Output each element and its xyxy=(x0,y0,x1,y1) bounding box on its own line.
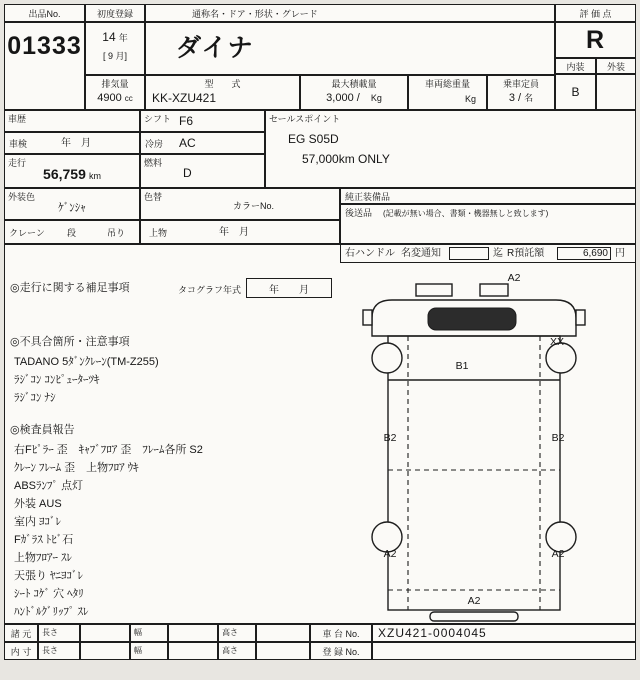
ac-cell xyxy=(140,132,265,154)
ac-label: 冷房 xyxy=(145,139,164,149)
inspection-value: 年 月 xyxy=(61,138,91,149)
specs-length-label-cell xyxy=(38,624,80,642)
exterior-color-cell xyxy=(4,188,140,220)
inner-height-label: 高さ xyxy=(222,646,238,655)
fuel-value: D xyxy=(183,166,192,180)
label-b1: B1 xyxy=(455,360,469,372)
label-a2-left: A2 xyxy=(383,548,397,560)
truck-bed xyxy=(388,336,560,610)
color-change-cell xyxy=(140,188,340,220)
ac-value: AC xyxy=(179,136,196,150)
gvw-cell xyxy=(408,75,487,110)
first-registration-cell xyxy=(85,22,145,75)
exterior-color-value: ｹﾞﾝｼｬ xyxy=(58,202,86,214)
vehicle-name-label: 通称名・ドア・形状・グレード xyxy=(192,9,318,19)
specs-height-label-cell xyxy=(218,624,256,642)
exhibit-no-label: 出品No. xyxy=(4,4,85,22)
max-load-value xyxy=(301,92,407,105)
tachograph-box: 年 月 xyxy=(246,278,332,298)
inspector-line: Fｶﾞﾗｽ ﾄﾋﾞ石 xyxy=(14,534,74,546)
inspector-line: ｸﾚｰﾝ ﾌﾚｰﾑ 歪 上物ﾌﾛｱ ｳｷ xyxy=(14,462,139,474)
mileage-label: 走行 xyxy=(8,158,27,168)
uwamono-cell xyxy=(140,220,340,244)
max-load-number: 3,000 / xyxy=(326,92,360,104)
inspector-line: 天張り ﾔﾆﾖｺﾞﾚ xyxy=(14,570,84,582)
inspector-line: ｼｰﾄ ｺｹﾞ 穴 ﾍﾀﾘ xyxy=(14,588,84,600)
front-left-wheel xyxy=(372,343,402,373)
defect-line: TADANO 5ﾀﾞﾝｸﾚｰﾝ(TM-Z255) xyxy=(14,356,159,368)
shift-cell xyxy=(140,110,265,132)
first-registration-label: 初度登録 xyxy=(85,4,145,22)
vehicle-name-value: ダイナ xyxy=(145,22,555,75)
crane-cell xyxy=(4,220,140,244)
color-change-label: 色替 xyxy=(144,192,163,202)
uwamono-label: 上物 xyxy=(149,228,168,238)
deposit-row xyxy=(340,244,636,263)
registration-no-cell xyxy=(372,642,636,660)
inspection-label: 車検 xyxy=(9,139,28,149)
label-a2-right: A2 xyxy=(551,548,565,560)
deposit-amount-box: 6,690 xyxy=(557,247,611,260)
inner-width-value xyxy=(168,642,218,660)
deposit-label: R預託額 xyxy=(507,248,545,259)
exterior-grade-value xyxy=(596,74,636,110)
inspector-line: ABSﾗﾝﾌﾟ 点灯 xyxy=(14,480,84,492)
inner-length-value xyxy=(80,642,130,660)
mileage-unit: km xyxy=(88,171,101,181)
displacement-unit: cc xyxy=(124,94,133,103)
interior-label: 内装 xyxy=(555,58,596,74)
left-mirror xyxy=(363,310,372,325)
history-label: 車歴 xyxy=(8,114,27,124)
chassis-no-cell xyxy=(372,624,636,642)
inspector-title: ◎検査員報告 xyxy=(10,424,75,436)
capacity-value xyxy=(488,92,554,105)
history-cell xyxy=(4,110,140,132)
registration-no-label: 登 録 No. xyxy=(310,642,372,660)
name-change-label: 名変通知 xyxy=(401,248,441,259)
grade-value: R xyxy=(555,22,636,58)
model-value: KK-XZU421 xyxy=(152,91,217,105)
length-label: 長さ xyxy=(42,628,58,637)
gvw-label: 車両総重量 xyxy=(424,79,470,89)
inner-width-label-cell xyxy=(130,642,168,660)
displacement-value xyxy=(86,92,144,105)
exhibit-no-value: 01333 xyxy=(4,22,85,110)
sales-point-line1: EG S05D xyxy=(288,132,339,146)
right-mirror xyxy=(576,310,585,325)
tachograph-label: タコグラフ年式 xyxy=(178,285,242,295)
inspector-line: 上物ﾌﾛｱｰ ｽﾚ xyxy=(14,552,73,564)
specs-length-value xyxy=(80,624,130,642)
capacity-cell xyxy=(487,75,555,110)
grade-label: 評 価 点 xyxy=(555,4,636,22)
vehicle-name-label-cell xyxy=(145,4,555,22)
color-change-value: カラーNo. xyxy=(233,201,275,211)
uwamono-value: 年 月 xyxy=(219,227,249,238)
specs-height-value xyxy=(256,624,310,642)
sales-point-label: セールスポイント xyxy=(269,114,341,124)
sales-point-cell xyxy=(265,110,636,188)
exterior-label: 外装 xyxy=(596,58,636,74)
first-reg-year-unit: 年 xyxy=(118,33,128,43)
truck-diagram xyxy=(352,266,596,622)
inner-dims-row-label: 内 寸 xyxy=(4,642,38,660)
model-label: 型 式 xyxy=(204,79,241,89)
exterior-color-label: 外装色 xyxy=(8,192,36,202)
inspector-line: 右Fﾋﾟﾗｰ 歪 ｷｬﾌﾞﾌﾛｱ 歪 ﾌﾚｰﾑ各所 S2 xyxy=(14,444,203,456)
made-label: 迄 xyxy=(493,248,503,259)
inspector-line: 室内 ﾖｺﾞﾚ xyxy=(14,516,62,528)
defect-line: ﾗｼﾞｺﾝ ﾅｼ xyxy=(14,392,56,404)
inner-height-label-cell xyxy=(218,642,256,660)
displacement-label: 排気量 xyxy=(101,79,129,89)
label-a2-bottom: A2 xyxy=(467,595,481,607)
specs-width-value xyxy=(168,624,218,642)
max-load-label: 最大積載量 xyxy=(331,79,377,89)
label-b2-left: B2 xyxy=(383,432,397,444)
crane-stage-label: 段 xyxy=(67,228,77,238)
later-shipment-label: 後送品 xyxy=(345,208,373,218)
specs-width-label-cell xyxy=(130,624,168,642)
right-handle-label: 右ハンドル xyxy=(345,248,395,259)
inner-width-label: 幅 xyxy=(134,646,142,655)
windshield xyxy=(428,308,516,330)
defects-title: ◎不具合箇所・注意事項 xyxy=(10,336,130,348)
later-shipment-cell xyxy=(340,204,636,244)
shift-label: シフト xyxy=(144,114,172,124)
cab-roof-box-left xyxy=(416,284,452,296)
max-load-unit: Kg xyxy=(370,93,382,103)
fuel-cell xyxy=(140,154,265,188)
gvw-unit: Kg xyxy=(464,94,476,104)
capacity-label: 乗車定員 xyxy=(502,79,539,89)
genuine-equipment-cell xyxy=(340,188,636,204)
cab-roof-box-right xyxy=(480,284,508,296)
mileage-cell xyxy=(4,154,140,188)
genuine-equipment-label: 純正装備品 xyxy=(345,192,391,202)
height-label: 高さ xyxy=(222,628,238,637)
label-xx: XX xyxy=(549,336,565,348)
inner-length-label-cell xyxy=(38,642,80,660)
specs-row-label: 諸 元 xyxy=(4,624,38,642)
displacement-number: 4900 xyxy=(97,92,122,104)
capacity-number: 3 / xyxy=(508,92,522,104)
max-load-cell xyxy=(300,75,408,110)
inspection-cell xyxy=(4,132,140,154)
yen-label: 円 xyxy=(615,248,625,259)
mileage-number: 56,759 xyxy=(43,166,86,182)
width-label: 幅 xyxy=(134,628,142,637)
crane-label: クレーン xyxy=(9,228,45,238)
shift-value: F6 xyxy=(179,114,194,128)
inspector-line: ﾊﾝﾄﾞﾙｸﾞﾘｯﾌﾟ ｽﾚ xyxy=(14,606,89,618)
rear-bumper xyxy=(430,612,518,621)
inner-height-value xyxy=(256,642,310,660)
first-registration-month: [ 9 月] xyxy=(102,51,127,61)
name-change-box xyxy=(449,247,489,260)
first-registration-year xyxy=(86,31,144,45)
chassis-no-label: 車 台 No. xyxy=(310,624,372,642)
capacity-unit: 名 xyxy=(524,93,534,103)
model-cell xyxy=(145,75,300,110)
crane-hook-label: 吊り xyxy=(107,228,126,238)
first-reg-year-number: 14 xyxy=(102,30,116,44)
fuel-label: 燃料 xyxy=(144,158,163,168)
mileage-value xyxy=(5,166,139,183)
defect-line: ﾗｼﾞｺﾝ ｺﾝﾋﾟｭｰﾀｰﾂｷ xyxy=(14,374,100,386)
inner-length-label: 長さ xyxy=(42,646,58,655)
label-b2-right: B2 xyxy=(551,432,565,444)
sales-point-line2: 57,000km ONLY xyxy=(302,152,390,166)
displacement-cell xyxy=(85,75,145,110)
later-shipment-note: (記載が無い場合、書類・機器無しと致します) xyxy=(383,209,549,218)
interior-grade-value: B xyxy=(555,74,596,110)
mileage-notes-title: ◎走行に関する補足事項 xyxy=(10,282,130,294)
label-a2-top: A2 xyxy=(507,272,521,284)
chassis-no-value: XZU421-0004045 xyxy=(378,626,487,640)
inspector-line: 外装 AUS xyxy=(14,498,62,510)
